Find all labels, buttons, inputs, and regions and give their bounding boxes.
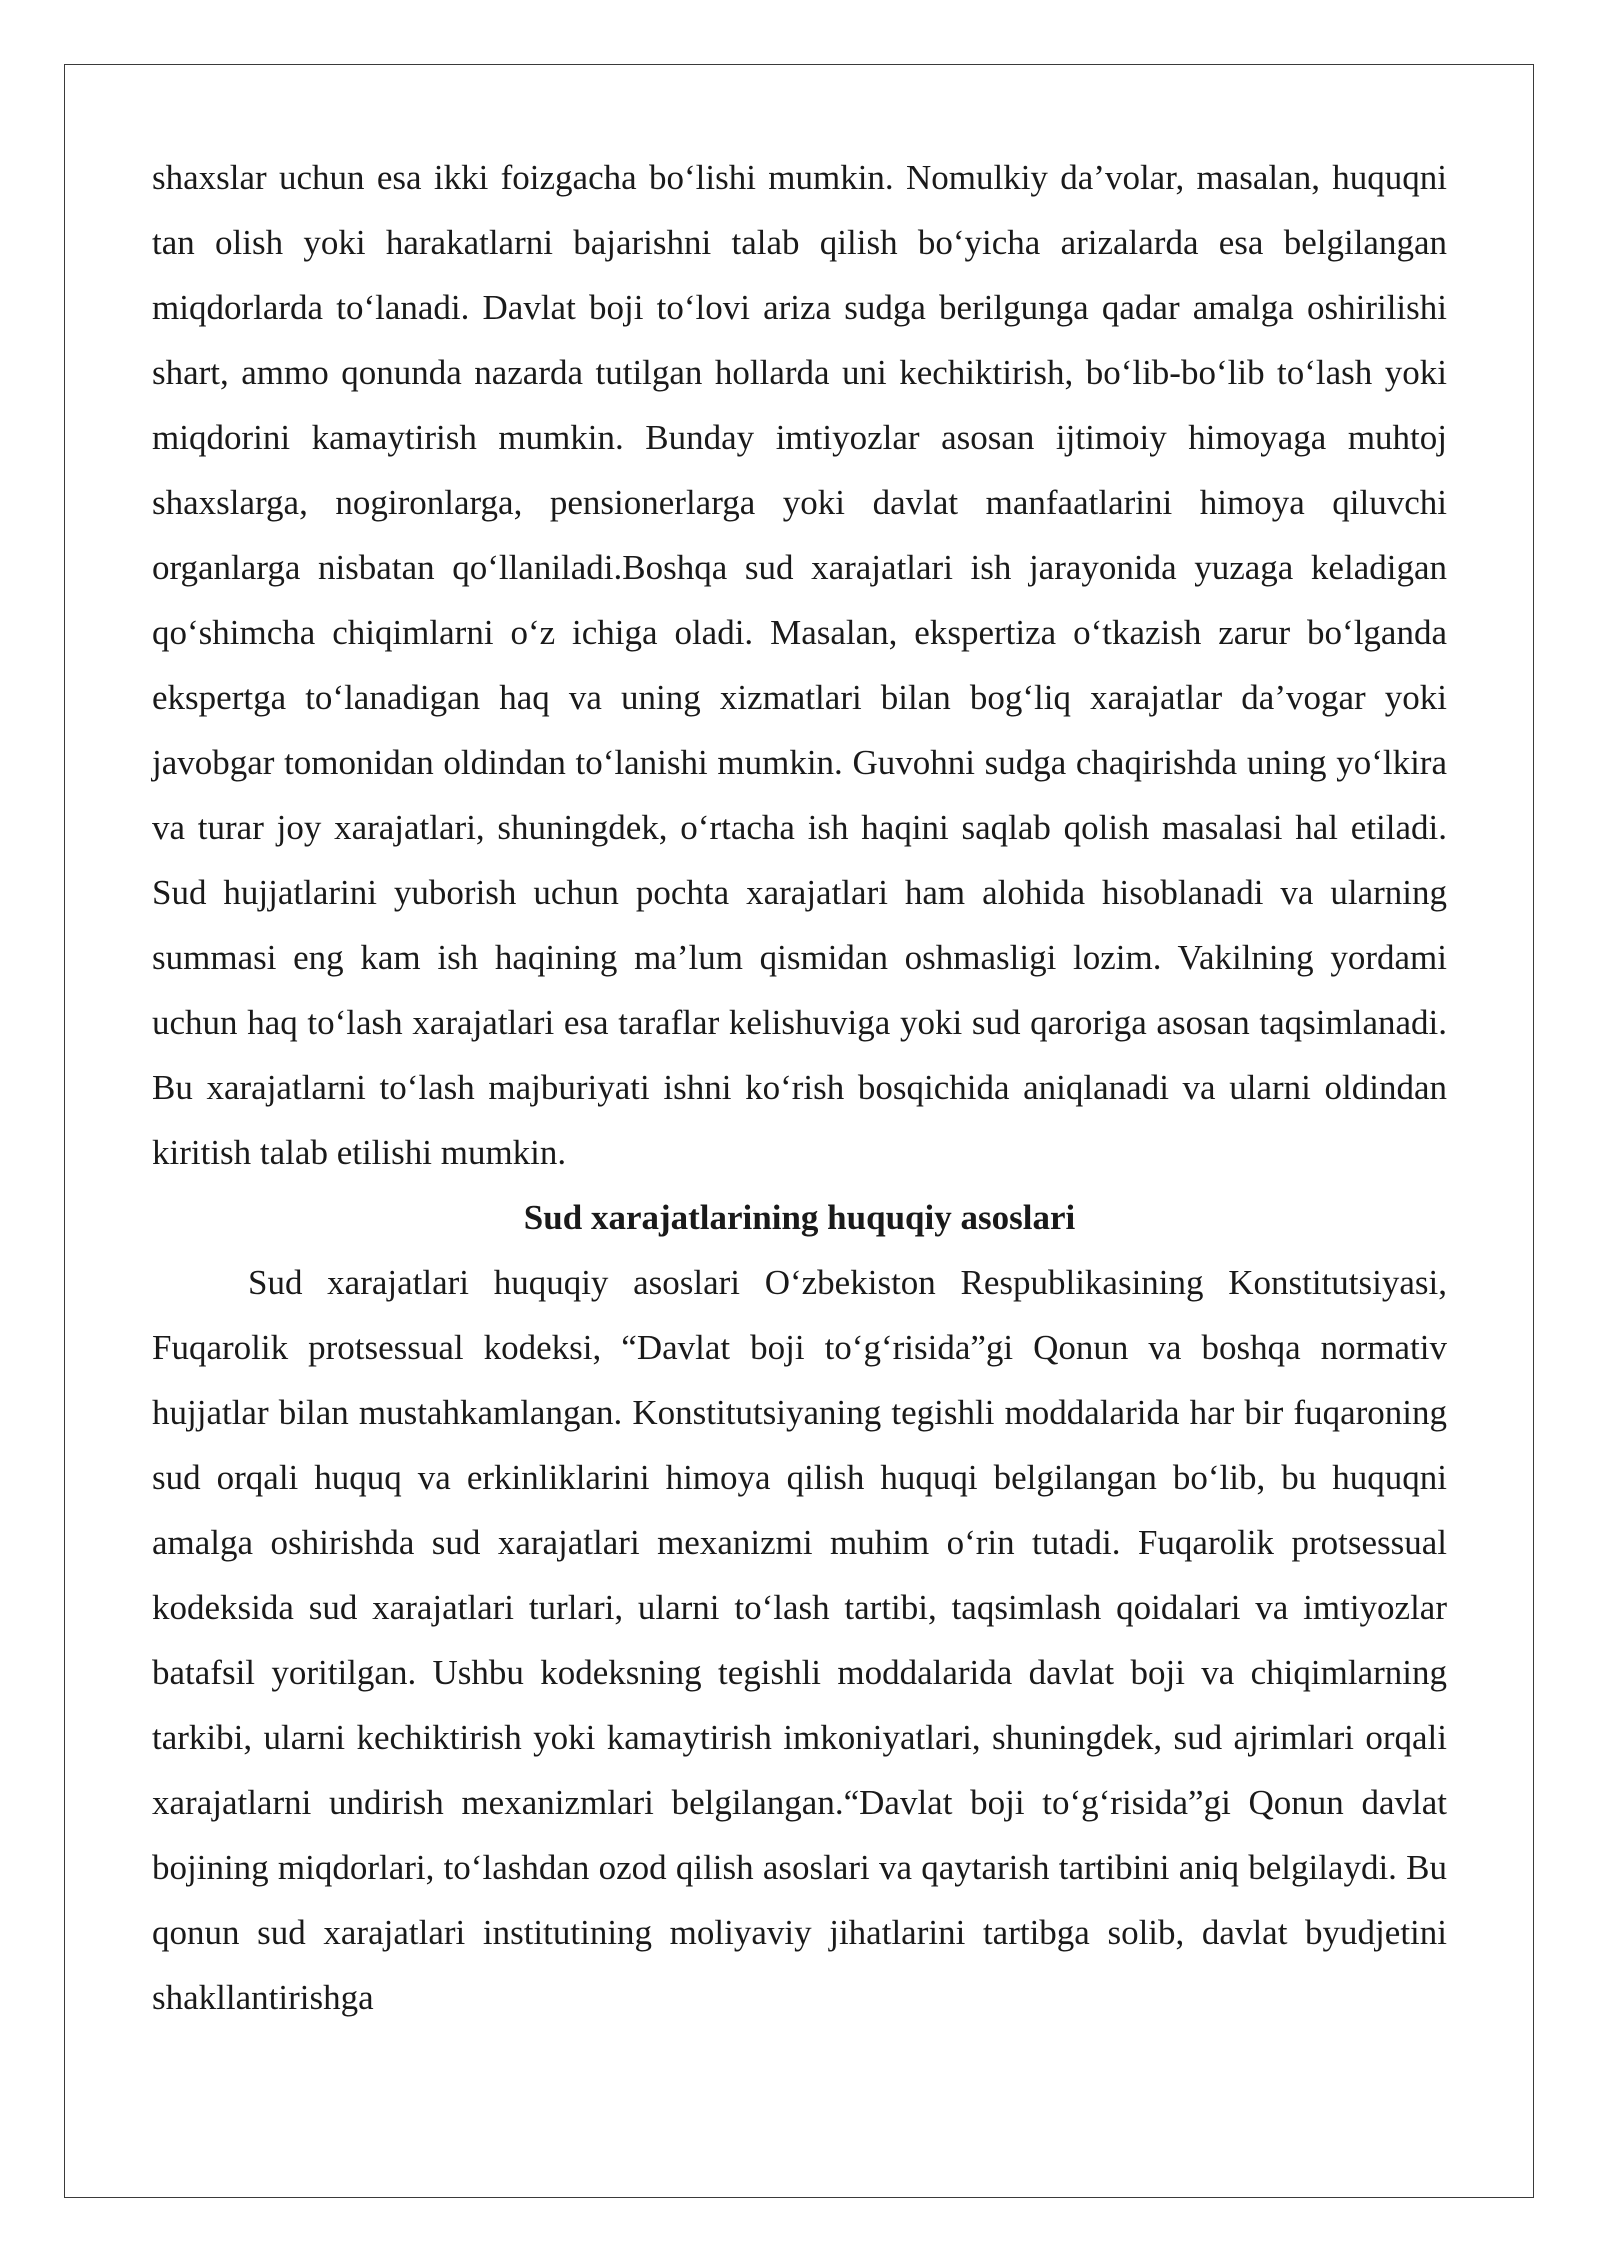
- body-paragraph: Sud xarajatlari huquqiy asoslari O‘zbekiston Respublikasining Konstitutsiyasi, Fuqarolik protsessual kodeksi, “Davlat boji to‘g‘risida”gi Qonun va boshqa normativ hujjatlar bilan mustahkamlangan. Konstitutsiyaning tegishli moddalarida har bir fuqaroning sud orqali huquq va erkinliklarini himoya qilish huquqi belgilangan bo‘lib, bu huquqni amalga oshirishda sud xarajatlari mexanizmi muhim o‘rin tutadi. Fuqarolik protsessual kodeksida sud xarajatlari turlari, ularni to‘lash tartibi, taqsimlash qoidalari va imtiyozlar batafsil yoritilgan. Ushbu kodeksning tegishli moddalarida davlat boji va chiqimlarning tarkibi, ularni kechiktirish yoki kamaytirish imkoniyatlari, shuningdek, sud ajrimlari orqali xarajatlarni undirish mexanizmlari belgilangan.“Davlat boji to‘g‘risida”gi Qonun davlat bojining miqdorlari, to‘lashdan ozod qilish asoslari va qaytarish tartibini aniq belgilaydi. Bu qonun sud xarajatlari institutining moliyaviy jihatlarini tartibga solib, davlat byudjetini shakllantirishga: [152, 1263, 1447, 2017]
- body-paragraph: shaxslar uchun esa ikki foizgacha bo‘lishi mumkin. Nomulkiy da’volar, masalan, huquqni tan olish yoki harakatlarni bajarishni talab qilish bo‘yicha arizalarda esa belgilangan miqdorlarda to‘lanadi. Davlat boji to‘lovi ariza sudga berilgunga qadar amalga oshirilishi shart, ammo qonunda nazarda tutilgan hollarda uni kechiktirish, bo‘lib-bo‘lib to‘lash yoki miqdorini kamaytirish mumkin. Bunday imtiyozlar asosan ijtimoiy himoyaga muhtoj shaxslarga, nogironlarga, pensionerlarga yoki davlat manfaatlarini himoya qiluvchi organlarga nisbatan qo‘llaniladi.Boshqa sud xarajatlari ish jarayonida yuzaga keladigan qo‘shimcha chiqimlarni o‘z ichiga oladi. Masalan, ekspertiza o‘tkazish zarur bo‘lganda ekspertga to‘lanadigan haq va uning xizmatlari bilan bog‘liq xarajatlar da’vogar yoki javobgar tomonidan oldindan to‘lanishi mumkin. Guvohni sudga chaqirishda uning yo‘lkira va turar joy xarajatlari, shuningdek, o‘rtacha ish haqini saqlab qolish masalasi hal etiladi. Sud hujjatlarini yuborish uchun pochta xarajatlari ham alohida hisoblanadi va ularning summasi eng kam ish haqining ma’lum qismidan oshmasligi lozim. Vakilning yordami uchun haq to‘lash xarajatlari esa taraflar kelishuviga yoki sud qaroriga asosan taqsimlanadi. Bu xarajatlarni to‘lash majburiyati ishni ko‘rish bosqichida aniqlanadi va ularni oldindan kiritish talab etilishi mumkin.: [152, 158, 1447, 1172]
- document-body: [152, 145, 1447, 2030]
- section-heading: Sud xarajatlarining huquqiy asoslari: [523, 1198, 1076, 1237]
